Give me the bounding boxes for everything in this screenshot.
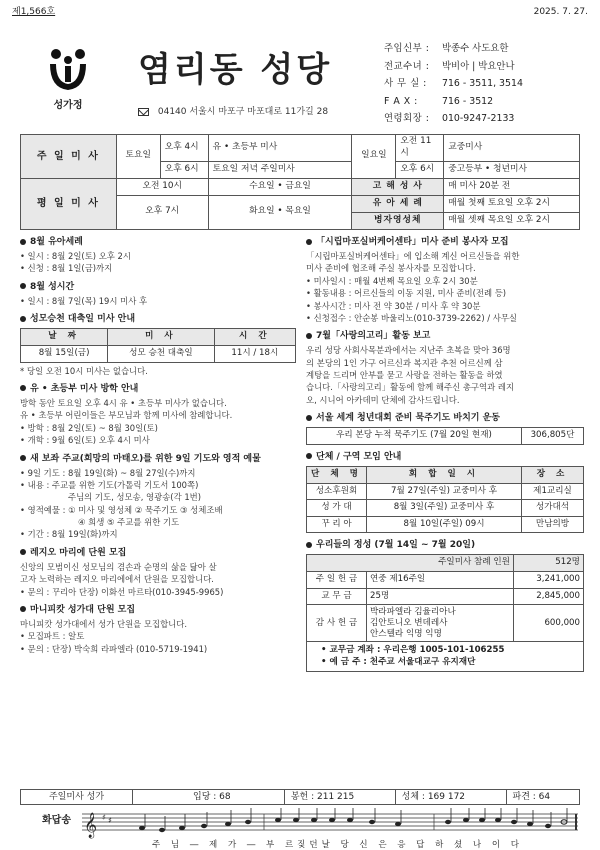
table-row: 교 무 금 25명 2,845,000 — [307, 588, 584, 605]
bullet-icon — [20, 455, 26, 461]
bullet-icon — [306, 453, 312, 459]
svg-text:♯: ♯ — [102, 813, 106, 822]
notice-legio-mariae: 레지오 마리에 단원 모집 신앙의 모범이신 성모님의 겸손과 순명의 삶을 닮아 살 고자 노력하는 레지오 마리에에서 단원을 모집합니다. • 문의 : 꾸리아 단장) 이화선 마르타(010-3945-9965) — [20, 547, 224, 597]
staff-row: 연령회장 : 010-9247-2133 — [384, 113, 515, 124]
hymn-table: 주일미사 성가 입당 : 68 봉헌 : 211 215 성체 : 169 172 파견 : 64 — [20, 789, 580, 805]
notice-novena-bishop: 새 보좌 주교(희망의 마태오)를 위한 9일 기도와 영적 예물 • 9일 기도 : 8월 19일(화) ~ 8월 27일(수)까지 • 내용 : 주교를 위한 기도(가톨릭 기도서 100쪽) 주님의 기도, 성모송, 영광송(각 1번) • 영적예물 : ① 미사 및 영성체 ② 묵주기도 ③ 성체조배 ④ 희생 ⑤ 주교를 위한 기도 • 기간 : 8월 19일(화)까지 — [20, 453, 261, 540]
top-line — [12, 6, 588, 18]
infant-baptism-label: 유 아 세 례 — [352, 195, 444, 212]
church-name: 염리동 성당 — [138, 50, 333, 90]
notice-holy-hour: 8월 성시간 • 일시 : 8월 7일(목) 19시 미사 후 — [20, 281, 148, 306]
offerings-table: 주일미사 참례 인원 512명 주 일 헌 금 연중 제16주일 3,241,000 교 무 금 25명 2,845,000 감 사 헌 금 박라파엘라 김율리아나 김안토니오 변데레사 안스텔라 익명 익명 600,000 • 교무금 계좌 : 우리은행 1005-101-106255 • 예 금 주 : 천주교 서울대교구 유지재단 — [306, 554, 584, 671]
psalm-lyrics: 주 님 ― 제 가 ― 부 르짖던날 당 신 은 응 답 하 셨 나 이 다 — [152, 840, 523, 850]
street-address: 서울시 마포구 마포대로 11가길 28 — [189, 107, 329, 117]
notice-rosary-campaign: 서울 세계 청년대회 준비 묵주기도 바치기 운동 우리 본당 누적 묵주기도 (7월 20일 현재) 306,805단 — [306, 412, 584, 445]
account-holder: • 예 금 주 : 천주교 서울대교구 유지재단 — [321, 657, 476, 668]
staff-contacts — [384, 40, 594, 128]
issue-number: 제1,566호 — [12, 7, 56, 17]
notice-ring-of-love-report: 7월「사랑의고리」활동 보고 우리 성당 사회사목분과에서는 지난주 초복을 맞아 36명 의 본당의 1인 가구 어르신과 복지관 추천 어르신께 삼 계탕을 드리며 안부를 묻고 사랑을 전하는 활동을 하였 습니다.「사랑의고리」활동에 함께 해주신 총구역과 레지 오, 시니어 아카데미 단체에 감사드립니다. — [306, 331, 515, 405]
tithe-account: • 교무금 계좌 : 우리은행 1005-101-106255 — [321, 645, 505, 656]
rosary-count-table: 우리 본당 누적 묵주기도 (7월 20일 현재) 306,805단 — [306, 427, 584, 445]
svg-text:𝄞: 𝄞 — [84, 813, 98, 838]
bullet-icon — [306, 239, 312, 245]
bullet-icon — [20, 316, 26, 322]
bullet-icon — [20, 385, 26, 391]
notice-silver-care-volunteers: 「시립마포실버케어센타」미사 준비 봉사자 모집 「시립마포실버케어센타」에 입소해 계신 어르신들을 위한 미사 준비에 협조해 주실 봉사자를 모집합니다. • 미사일시 : 매월 4번째 목요일 오후 2시 30분 • 활동내용 : 어르신들의 이동 지원, 미사 준비(전례 등) • 봉사시간 : 미사 전 약 30분 / 미사 후 약 30분 • 신청접수 : 안순봉 바울리노(010-3739-2262) / 사무실 — [306, 237, 520, 323]
staff-row: 사 무 실 : 716 - 3511, 3514 — [384, 78, 523, 89]
notice-magnificat-choir: 마니피캇 성가대 단원 모집 마니피캇 성가대에서 성가 단원을 모집합니다. • 모집파트 : 알토 • 문의 : 단장) 박숙희 라파엘라 (010-5719-1941) — [20, 604, 208, 654]
svg-text:♯: ♯ — [108, 816, 112, 825]
notice-infant-baptism: 8월 유아세례 • 일시 : 8월 2일(토) 오후 2시 • 신청 : 8월 1일(금)까지 — [20, 237, 131, 274]
bullet-icon — [20, 606, 26, 612]
issue-date: 2025. 7. 27. — [533, 7, 588, 17]
assumption-mass-table: 날 짜 미 사 시 간 8월 15일(금) 성모 승천 대축일 11시 / 18시 — [20, 328, 296, 362]
table-row: 성소후원회 7월 27일(주일) 교중미사 후 제1교리실 — [307, 483, 584, 500]
table-row: 주 일 헌 금 연중 제16주일 3,241,000 — [307, 572, 584, 589]
mail-icon — [138, 108, 149, 116]
weekday-mass-label: 평 일 미 사 — [21, 178, 117, 229]
music-staff-icon — [82, 806, 580, 840]
bullet-icon — [20, 239, 26, 245]
holy-family-icon — [46, 46, 90, 92]
mass-schedule-table: 주 일 미 사 토요일 오후 4시 유 • 초등부 미사 일요일 오전 11시 교중미사 오후 6시 토요일 저녁 주일미사 오후 6시 중고등부 • 청년미사 평 일 미 사 오전 10시 수요일 • 금요일 고 해 성 사 매 미사 20분 전 오후 7시 화요일 • 목요일 유 아 세 례 매월 첫째 토요일 오후 2시 병자영성체 매월 셋째 목요일 오후 2시 — [20, 134, 580, 230]
bullet-icon — [20, 549, 26, 555]
saturday-label: 토요일 — [116, 135, 160, 179]
notice-group-meetings: 단체 / 구역 모임 안내 단 체 명 회 합 일 시 장 소 성소후원회 7월 27일(주일) 교중미사 후 제1교리실 성 가 대 8월 3일(주일) 교중미사 후 성가대석 꾸 리 아 8월 10일(주일) 09시 만남의방 — [306, 451, 584, 534]
staff-row: 주임신부 : 박종수 사도요한 — [384, 43, 509, 54]
staff-row: F A X : 716 - 3512 — [384, 95, 494, 107]
sunday-mass-label: 주 일 미 사 — [21, 135, 117, 179]
confession-label: 고 해 성 사 — [352, 178, 444, 195]
table-row: 성 가 대 8월 3일(주일) 교중미사 후 성가대석 — [307, 500, 584, 517]
logo-caption: 성가정 — [53, 99, 83, 111]
left-column — [20, 236, 296, 661]
notice-offerings: 우리들의 정성 (7월 14일 ~ 7월 20일) 주일미사 참례 인원 512명 주 일 헌 금 연중 제16주일 3,241,000 교 무 금 25명 2,845,000 감 사 헌 금 박라파엘라 김율리아나 김안토니오 변데레사 안스텔라 익명 익명 600,000 • 교무금 계좌 : 우리은행 1005-101-106255 • 예 금 주 : 천주교 서울대교구 유지재단 — [306, 539, 584, 671]
bullet-icon — [306, 542, 312, 548]
responsorial-psalm — [20, 806, 580, 850]
table-row: 꾸 리 아 8월 10일(주일) 09시 만남의방 — [307, 516, 584, 533]
holy-family-logo — [40, 46, 96, 112]
staff-row: 전교수녀 : 박비아 | 박요안나 — [384, 60, 515, 72]
bullet-icon — [306, 333, 312, 339]
church-address — [138, 106, 328, 118]
bullet-icon — [20, 283, 26, 289]
right-column — [306, 236, 584, 678]
sunday-label: 일요일 — [352, 135, 396, 179]
sick-communion-label: 병자영성체 — [352, 212, 444, 229]
psalm-label: 화답송 — [42, 815, 71, 826]
bullet-icon — [306, 415, 312, 421]
table-row: 감 사 헌 금 박라파엘라 김율리아나 김안토니오 변데레사 안스텔라 익명 익명 600,000 — [307, 605, 584, 642]
group-meetings-table: 단 체 명 회 합 일 시 장 소 성소후원회 7월 27일(주일) 교중미사 후 제1교리실 성 가 대 8월 3일(주일) 교중미사 후 성가대석 꾸 리 아 8월 10일(주일) 09시 만남의방 — [306, 466, 584, 533]
postal-code: 04140 — [157, 107, 187, 117]
notice-assumption-mass: 성모승천 대축일 미사 안내 날 짜 미 사 시 간 8월 15일(금) 성모 승천 대축일 11시 / 18시 * 당일 오전 10시 미사는 없습니다. — [20, 313, 296, 377]
notice-children-mass-vacation: 유 • 초등부 미사 방학 안내 방학 동안 토요일 오후 4시 유 • 초등부 미사가 없습니다. 유 • 초등부 어린이들은 부모님과 함께 미사에 참례합니다. • 방학 : 8월 2일(토) ~ 8월 30일(토) • 개학 : 9월 6일(토) 오후 4시 미사 — [20, 383, 233, 446]
